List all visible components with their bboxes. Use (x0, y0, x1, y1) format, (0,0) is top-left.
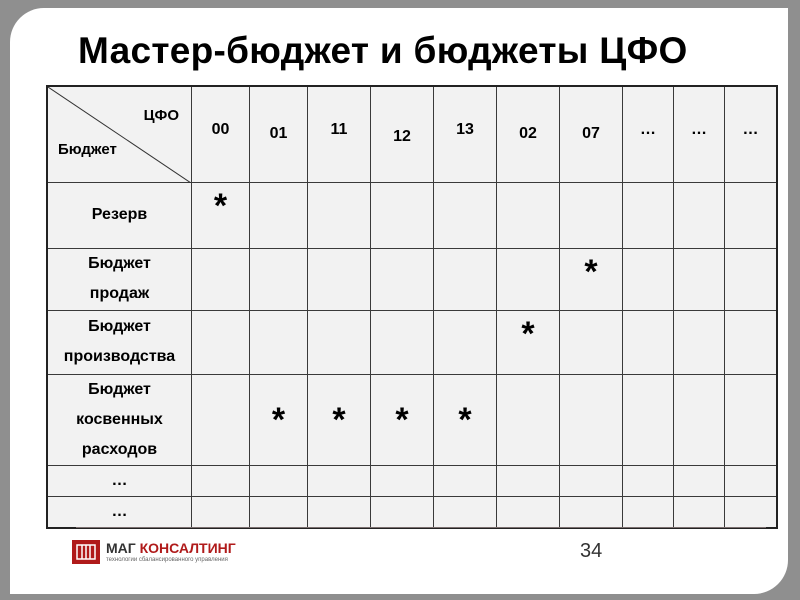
matrix-cell (497, 496, 560, 528)
matrix-cell (192, 310, 250, 374)
table-row (47, 374, 777, 465)
column-header: 12 (371, 86, 434, 182)
company-logo (72, 540, 236, 564)
matrix-cell (308, 374, 371, 465)
row-label-cell (47, 248, 192, 310)
matrix-cell (560, 248, 623, 310)
page-number: 34 (580, 540, 603, 562)
matrix-cell (371, 248, 434, 310)
matrix-cell (497, 310, 560, 374)
matrix-cell (725, 465, 778, 496)
row-label-line: Бюджет (88, 318, 151, 335)
row-label-cell (47, 374, 192, 465)
matrix-cell (623, 248, 674, 310)
matrix-cell (434, 248, 497, 310)
matrix-cell (250, 496, 308, 528)
logo-wordmark: МАГ КОНСАЛТИНГ (106, 540, 236, 556)
matrix-cell (623, 465, 674, 496)
row-label-line: производства (63, 348, 176, 365)
assignment-mark: * (521, 314, 535, 353)
row-label-cell (47, 496, 192, 528)
matrix-cell (308, 465, 371, 496)
assignment-mark: * (271, 400, 286, 439)
column-header: … (623, 86, 674, 182)
matrix-cell (192, 248, 250, 310)
matrix-cell (371, 496, 434, 528)
row-label-line: Бюджет (88, 255, 151, 272)
corner-cfo-label: ЦФО (143, 107, 179, 124)
column-header: … (725, 86, 778, 182)
matrix-cell (623, 310, 674, 374)
matrix-cell (308, 310, 371, 374)
table-row (47, 182, 777, 248)
matrix-cell (250, 465, 308, 496)
row-label-line: Бюджет (88, 380, 151, 398)
column-header: 11 (308, 86, 371, 182)
column-header: 01 (250, 86, 308, 182)
row-label-line: продаж (89, 285, 150, 302)
matrix-cell (250, 182, 308, 248)
diagonal-divider (48, 87, 191, 183)
matrix-cell (192, 374, 250, 465)
matrix-cell (725, 182, 778, 248)
matrix-cell (434, 182, 497, 248)
assignment-mark: * (213, 186, 228, 225)
matrix-cell (434, 310, 497, 374)
matrix-cell (434, 496, 497, 528)
matrix-body (47, 182, 777, 528)
matrix-cell (250, 374, 308, 465)
matrix-cell (674, 496, 725, 528)
matrix-cell (725, 496, 778, 528)
matrix-cell (560, 465, 623, 496)
table-row (47, 310, 777, 374)
matrix-cell (623, 182, 674, 248)
matrix-cell (560, 496, 623, 528)
assignment-mark: * (458, 400, 472, 439)
column-header: 07 (560, 86, 623, 182)
matrix-cell (371, 182, 434, 248)
table-row (47, 465, 777, 496)
logo-mark-icon (72, 540, 100, 564)
matrix-cell (560, 310, 623, 374)
matrix-cell (308, 182, 371, 248)
matrix-cell (623, 374, 674, 465)
matrix-cell (674, 248, 725, 310)
table-row (47, 496, 777, 528)
matrix-cell (725, 374, 778, 465)
matrix-cell (434, 465, 497, 496)
budget-matrix-table (46, 85, 778, 529)
row-label-line: Резерв (91, 206, 148, 223)
column-header: 02 (497, 86, 560, 182)
corner-budget-label: Бюджет (58, 141, 117, 158)
matrix-cell (250, 248, 308, 310)
matrix-cell (371, 374, 434, 465)
matrix-cell (371, 310, 434, 374)
matrix-cell (560, 374, 623, 465)
matrix-cell (371, 465, 434, 496)
row-label-line: расходов (81, 440, 158, 458)
header-row (47, 86, 777, 182)
matrix-cell (497, 374, 560, 465)
row-label-line: косвенных (76, 410, 163, 428)
matrix-cell (623, 496, 674, 528)
matrix-cell (497, 248, 560, 310)
assignment-mark: * (584, 252, 598, 291)
footer-divider (76, 527, 766, 528)
slide-title: Мастер-бюджет и бюджеты ЦФО (78, 30, 688, 71)
row-label-cell (47, 310, 192, 374)
assignment-mark: * (332, 400, 346, 439)
matrix-cell (497, 465, 560, 496)
matrix-cell (192, 182, 250, 248)
matrix-cell (497, 182, 560, 248)
row-label-cell (47, 465, 192, 496)
matrix-cell (250, 310, 308, 374)
column-header: … (674, 86, 725, 182)
matrix-cell (308, 248, 371, 310)
row-label-cell (47, 182, 192, 248)
matrix-cell (308, 496, 371, 528)
corner-header-cell (47, 86, 192, 182)
matrix-cell (725, 310, 778, 374)
matrix-cell (674, 310, 725, 374)
matrix-cell (434, 374, 497, 465)
matrix-cell (192, 465, 250, 496)
table-row (47, 248, 777, 310)
column-header: 13 (434, 86, 497, 182)
matrix-cell (725, 248, 778, 310)
matrix-cell (674, 182, 725, 248)
logo-tagline: технологии сбалансированного управления (106, 557, 228, 563)
matrix-cell (560, 182, 623, 248)
matrix-cell (192, 496, 250, 528)
row-label-line: … (111, 502, 128, 520)
matrix-cell (674, 374, 725, 465)
column-header: 00 (192, 86, 250, 182)
row-label-line: … (111, 471, 128, 489)
assignment-mark: * (395, 400, 409, 439)
matrix-cell (674, 465, 725, 496)
